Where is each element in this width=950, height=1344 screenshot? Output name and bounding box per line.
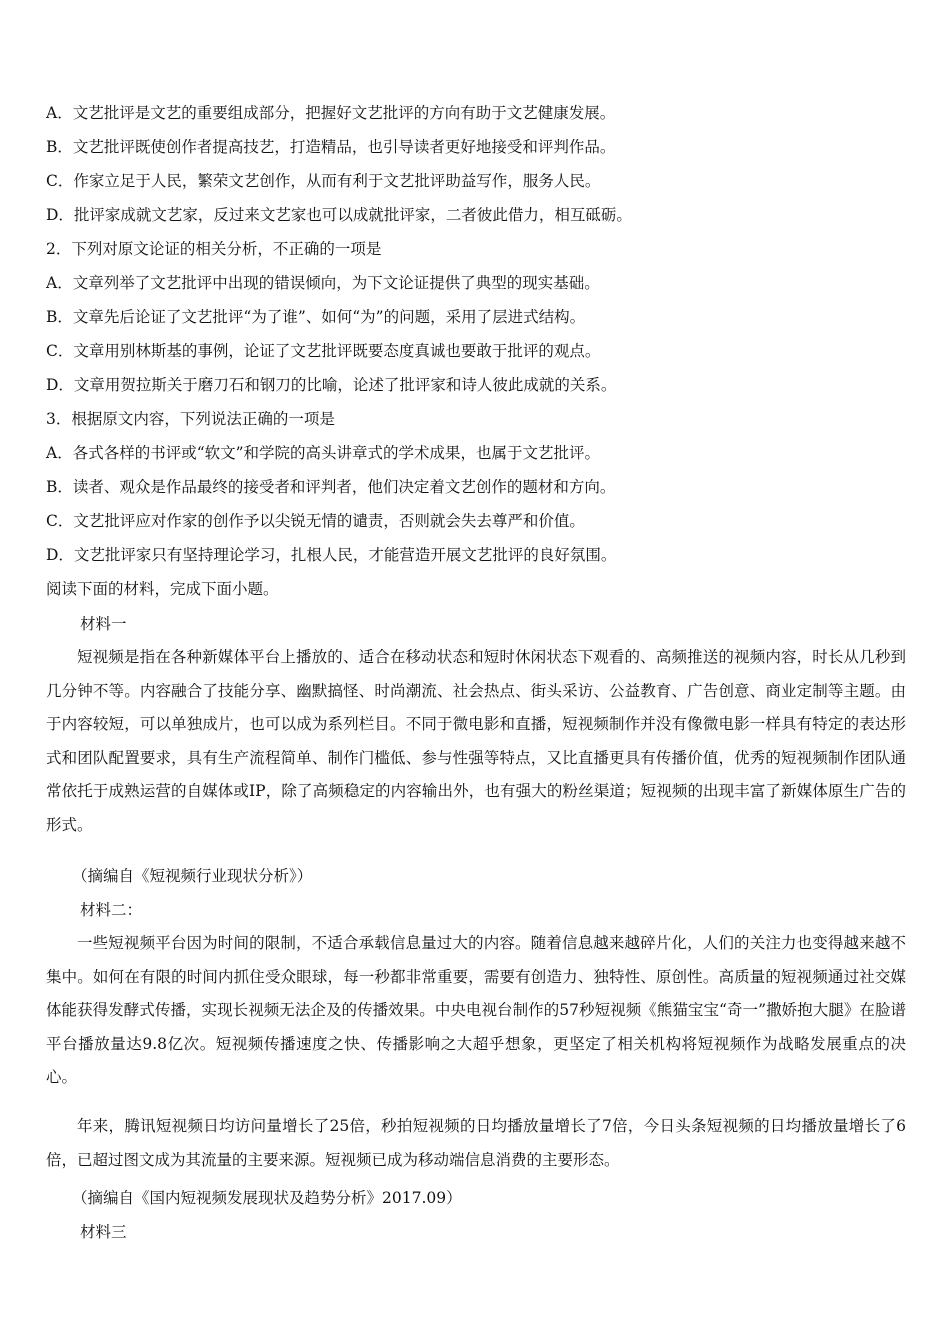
q1-option-c: C．作家立足于人民，繁荣文艺创作，从而有利于文艺批评助益写作，服务人民。 <box>46 172 601 190</box>
q3-stem: 3．根据原文内容，下列说法正确的一项是 <box>46 410 335 428</box>
q3-option-c: C．文艺批评应对作家的创作予以尖锐无情的谴责，否则就会失去尊严和价值。 <box>46 512 585 530</box>
q1-option-d: D．批评家成就文艺家，反过来文艺家也可以成就批评家，二者彼此借力，相互砥砺。 <box>46 206 632 224</box>
q1-option-a: A．文艺批评是文艺的重要组成部分，把握好文艺批评的方向有助于文艺健康发展。 <box>46 104 616 122</box>
q3-option-b: B．读者、观众是作品最终的接受者和评判者，他们决定着文艺创作的题材和方向。 <box>46 478 616 496</box>
q3-option-d: D．文艺批评家只有坚持理论学习，扎根人民，才能营造开展文艺批评的良好氛围。 <box>46 546 617 564</box>
q3-option-a: A．各式各样的书评或“软文”和学院的高头讲章式的学术成果，也属于文艺批评。 <box>46 444 601 462</box>
q2-stem: 2．下列对原文论证的相关分析，不正确的一项是 <box>46 240 382 258</box>
material1-source: （摘编自《短视频行业现状分析》） <box>72 867 313 885</box>
q1-option-b: B．文艺批评既使创作者提高技艺，打造精品，也引导读者更好地接受和评判作品。 <box>46 138 616 156</box>
material2-title: 材料二： <box>80 901 143 919</box>
q2-option-b: B．文章先后论证了文艺批评“为了谁”、如何“为”的问题，采用了层进式结构。 <box>46 308 586 326</box>
material2-paragraph-2: 年来，腾讯短视频日均访问量增长了25倍，秒拍短视频的日均播放量增长了7倍，今日头条短视频的日均播放量增长了6倍，已超过图文成为其流量的主要来源。短视频已成为移动端信息消费的主要形态。 <box>46 1117 906 1169</box>
q2-option-c: C．文章用别林斯基的事例，论证了文艺批评既要态度真诚也要敢于批评的观点。 <box>46 342 601 360</box>
reading-instruction: 阅读下面的材料，完成下面小题。 <box>46 580 279 598</box>
material3-title: 材料三 <box>80 1223 127 1241</box>
q2-option-d: D．文章用贺拉斯关于磨刀石和钢刀的比喻，论述了批评家和诗人彼此成就的关系。 <box>46 376 617 394</box>
material2-paragraph-1: 一些短视频平台因为时间的限制，不适合承载信息量过大的内容。随着信息越来越碎片化，人们的关注力也变得越来越不集中。如何在有限的时间内抓住受众眼球，每一秒都非常重要，需要有创造力、独特性、原创性。高质量的短视频通过社交媒体能获得发酵式传播，实现长视频无法企及的传播效果。中央电视台制作的57秒短视频《熊猫宝宝“奇一”撒娇抱大腿》在脸谱平台播放量达9.8亿次。短视频传播速度之快、传播影响之大超乎想象，更坚定了相关机构将短视频作为战略发展重点的决心。 <box>46 934 906 1086</box>
q2-option-a: A．文章列举了文艺批评中出现的错误倾向，为下文论证提供了典型的现实基础。 <box>46 274 600 292</box>
material1-body: 短视频是指在各种新媒体平台上播放的、适合在移动状态和短时休闲状态下观看的、高频推送的视频内容，时长从几秒到几分钟不等。内容融合了技能分享、幽默搞怪、时尚潮流、社会热点、街头采访、公益教育、广告创意、商业定制等主题。由于内容较短，可以单独成片，也可以成为系列栏目。不同于微电影和直播，短视频制作并没有像微电影一样具有特定的表达形式和团队配置要求，具有生产流程简单、制作门槛低、参与性强等特点，又比直播更具有传播价值，优秀的短视频制作团队通常依托于成熟运营的自媒体或IP，除了高频稳定的内容输出外，也有强大的粉丝渠道；短视频的出现丰富了新媒体原生广告的形式。 <box>46 648 906 834</box>
material2-source: （摘编自《国内短视频发展现状及趋势分析》2017.09） <box>72 1189 462 1207</box>
material1-title: 材料一 <box>80 615 127 633</box>
